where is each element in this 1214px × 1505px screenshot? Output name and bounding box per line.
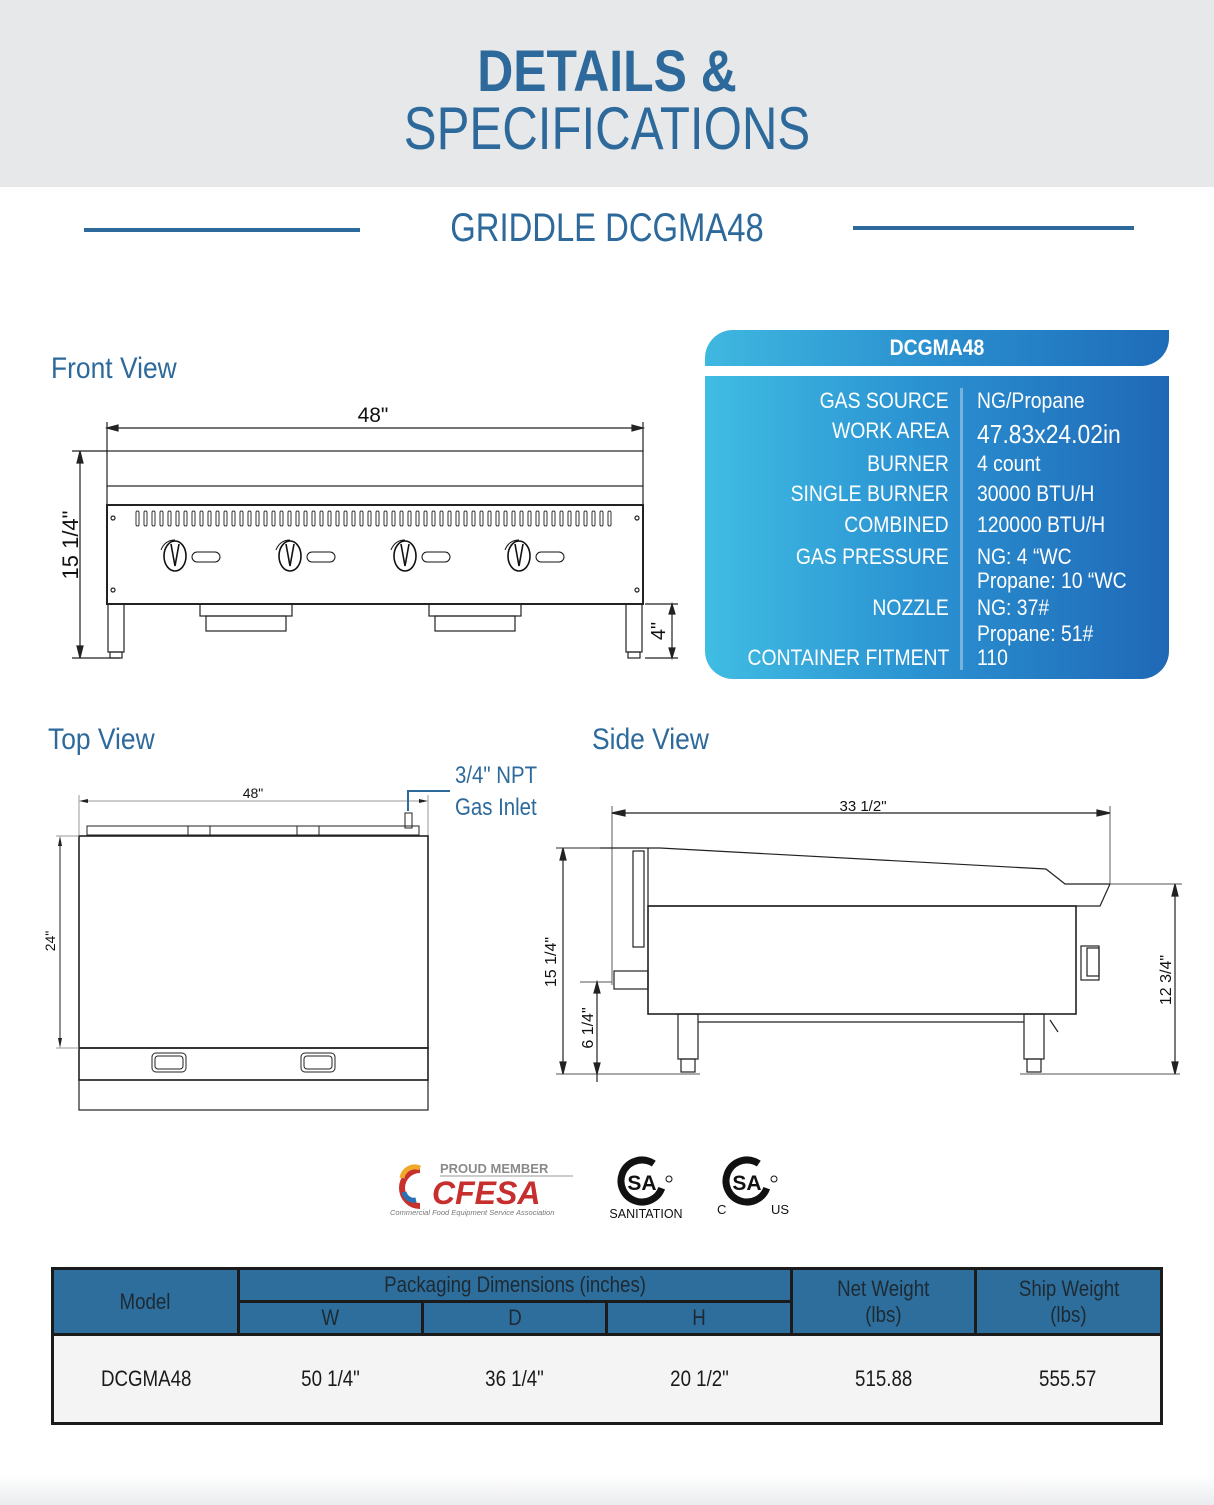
- header-h: H: [607, 1302, 791, 1335]
- top-depth-dim: 24": [42, 930, 58, 952]
- side-depth-dim: 33 1/2": [839, 798, 887, 815]
- packaging-spec-table: [51, 1267, 1163, 1425]
- header-model: Model: [53, 1269, 239, 1335]
- csa-c-label: C: [717, 1202, 727, 1217]
- csa-mark-2: SA: [732, 1172, 762, 1195]
- spec-value: NG/Propane: [977, 388, 1085, 413]
- cell-net-weight: 515.88: [791, 1335, 976, 1424]
- front-leg-dim: 4": [648, 621, 670, 641]
- product-subtitle: GRIDDLE DCGMA48: [450, 206, 764, 250]
- csa-us-label: US: [771, 1202, 790, 1217]
- top-width-dim: 48": [242, 785, 264, 801]
- table-row: [53, 1335, 1162, 1424]
- side-view-title: Side View: [592, 723, 709, 756]
- spec-value: 110: [977, 645, 1008, 670]
- spec-label: COMBINED: [844, 512, 949, 537]
- spec-label: BURNER: [867, 451, 949, 476]
- gas-inlet-line1: 3/4" NPT: [455, 762, 538, 789]
- spec-label: SINGLE BURNER: [790, 481, 949, 506]
- cell-d: 36 1/4": [423, 1335, 607, 1424]
- spec-value: NG: 4 “WC: [977, 544, 1072, 569]
- spec-value-secondary: Propane: 10 “WC: [977, 568, 1127, 593]
- spec-value: 4 count: [977, 451, 1041, 476]
- csa-mark: SA: [627, 1172, 657, 1195]
- cfesa-logo: [390, 1161, 573, 1217]
- spec-value: 30000 BTU/H: [977, 481, 1095, 506]
- header-ship-weight: Ship Weight (lbs): [976, 1269, 1162, 1335]
- spec-value-secondary: Propane: 51#: [977, 621, 1094, 646]
- cell-h: 20 1/2": [607, 1335, 791, 1424]
- spec-label: CONTAINER FITMENT: [747, 645, 949, 670]
- header-packaging-dimensions: Packaging Dimensions (inches): [238, 1269, 791, 1302]
- spec-label: NOZZLE: [872, 595, 949, 620]
- gas-inlet-line2: Gas Inlet: [455, 794, 537, 821]
- spec-value: NG: 37#: [977, 595, 1050, 620]
- front-view-title: Front View: [51, 352, 177, 385]
- cfesa-subtitle: Commercial Food Equipment Service Association: [390, 1208, 555, 1217]
- header-net-weight: Net Weight (lbs): [791, 1269, 976, 1335]
- side-inlet-height-dim: 6 1/4": [580, 1007, 597, 1049]
- csa-sanitation-logo: [609, 1154, 682, 1221]
- spec-value: 47.83x24.02in: [977, 419, 1121, 449]
- spec-card-model: DCGMA48: [889, 335, 985, 360]
- spec-label: WORK AREA: [831, 418, 949, 443]
- certification-logos: [380, 1148, 820, 1228]
- cell-model: DCGMA48: [53, 1335, 239, 1424]
- cfesa-proud-member: PROUD MEMBER: [440, 1161, 549, 1176]
- bottom-fade: [0, 1475, 1214, 1505]
- spec-label: GAS SOURCE: [819, 388, 949, 413]
- cell-ship-weight: 555.57: [976, 1335, 1162, 1424]
- cell-w: 50 1/4": [238, 1335, 422, 1424]
- top-view-title: Top View: [48, 723, 155, 756]
- csa-cus-logo: [717, 1154, 789, 1217]
- spec-label: GAS PRESSURE: [796, 544, 949, 569]
- side-height-dim: 15 1/4": [543, 936, 560, 988]
- side-front-height-dim: 12 3/4": [1158, 954, 1175, 1006]
- page-title-line2: SPECIFICATIONS: [403, 95, 811, 162]
- front-width-dim: 48": [357, 404, 389, 427]
- spec-value: 120000 BTU/H: [977, 512, 1106, 537]
- header-w: W: [238, 1302, 422, 1335]
- header-d: D: [423, 1302, 607, 1335]
- page-title-line1: DETAILS &: [477, 39, 737, 104]
- front-height-dim: 15 1/4": [58, 510, 83, 580]
- csa-sanitation-label: SANITATION: [609, 1207, 683, 1221]
- cfesa-name: CFESA: [432, 1175, 541, 1211]
